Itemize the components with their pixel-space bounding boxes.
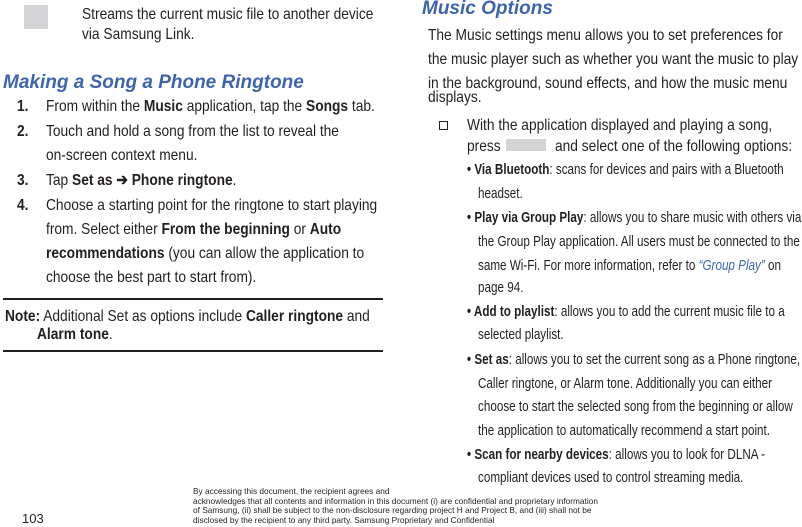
step-number: 1. [17,98,29,115]
section-heading-music-options: Music Options [422,0,553,19]
option-group-play-line2: the Group Play application. All users must be connected to the [478,234,800,250]
step-4-line3: recommendations (you can allow the application to [46,245,365,262]
step-number: 3. [17,172,29,189]
streams-text-line2: via Samsung Link. [82,26,195,43]
note-line1: Note: Additional Set as options include Caller ringtone and [5,308,370,325]
option-set-as-line2: Caller ringtone, or Alarm tone. Additionally you can either [478,376,772,392]
intro-line2: the music player such as whether you want the music to play [428,51,799,68]
option-add-to-playlist-line2: selected playlist. [478,327,564,343]
page-number: 103 [22,511,44,526]
step-4-line2: from. Select either From the beginning or Auto [46,221,342,238]
section-heading-ringtone: Making a Song a Phone Ringtone [3,72,304,93]
note-line2: Alarm tone. [37,326,113,343]
option-group-play-line3: same Wi-Fi. For more information, refer to “Group Play” on [478,258,782,274]
option-group-play-line1: • Play via Group Play: allows you to share music with others via [467,210,802,226]
option-add-to-playlist-line1: • Add to playlist: allows you to add the current music file to a [467,304,785,320]
step-2-line2: on-screen context menu. [46,147,198,164]
intro-line4: displays. [428,89,482,106]
disclaimer-line3: of Samsung, (ii) shall be subject to the non-disclosure regarding project H and Project B, and (iii) shall not be [193,505,592,515]
step-number: 4. [17,197,29,214]
intro-line1: The Music settings menu allows you to set preferences for [428,27,783,44]
option-set-as-line3: choose to start the selected song from the beginning or allow [478,399,793,415]
option-set-as-line1: • Set as: allows you to set the current song as a Phone ringtone, [467,352,801,368]
share-icon [24,5,48,29]
disclaimer-line1: By accessing this document, the recipient agrees and [193,486,390,496]
step-3-text: Tap Set as ➔ Phone ringtone. [46,172,237,189]
disclaimer-line2: acknowledges that all contents and information in this document (i) are confidential and proprietary information [193,495,598,506]
streams-text-line1: Streams the current music file to another device [82,6,374,23]
step-2-line1: Touch and hold a song from the list to reveal the [46,123,339,140]
intro-line3: in the background, sound effects, and how the music menu [428,75,788,92]
step-4-line1: Choose a starting point for the ringtone to start playing [46,197,378,214]
option-via-bluetooth-line1: • Via Bluetooth: scans for devices and pairs with a Bluetooth [467,162,784,178]
option-scan-nearby-line1: • Scan for nearby devices: allows you to look for DLNA - [467,447,766,463]
group-play-link[interactable]: “Group Play” [698,258,765,274]
disclaimer-line4: disclosed by the recipient to any third party. Samsung Proprietary and Confidential [193,514,495,525]
step-4-line4: choose the best part to start from). [46,269,257,286]
option-group-play-line4: page 94. [478,280,524,296]
main-bullet-line2-pre: press [467,138,501,155]
option-via-bluetooth-line2: headset. [478,186,523,202]
note-bottom-rule [3,350,383,352]
option-scan-nearby-line2: compliant devices used to control streaming media. [478,470,744,486]
main-bullet-line2-post: and select one of the following options: [555,138,793,155]
step-1-text: From within the Music application, tap the Songs tab. [46,98,375,115]
square-bullet-icon [439,121,448,130]
menu-key-icon [506,139,546,151]
note-top-rule [3,298,383,300]
step-number: 2. [17,123,29,140]
option-set-as-line4: the application to automatically recommend a start point. [478,423,771,439]
main-bullet-line1: With the application displayed and playing a song, [467,117,773,134]
